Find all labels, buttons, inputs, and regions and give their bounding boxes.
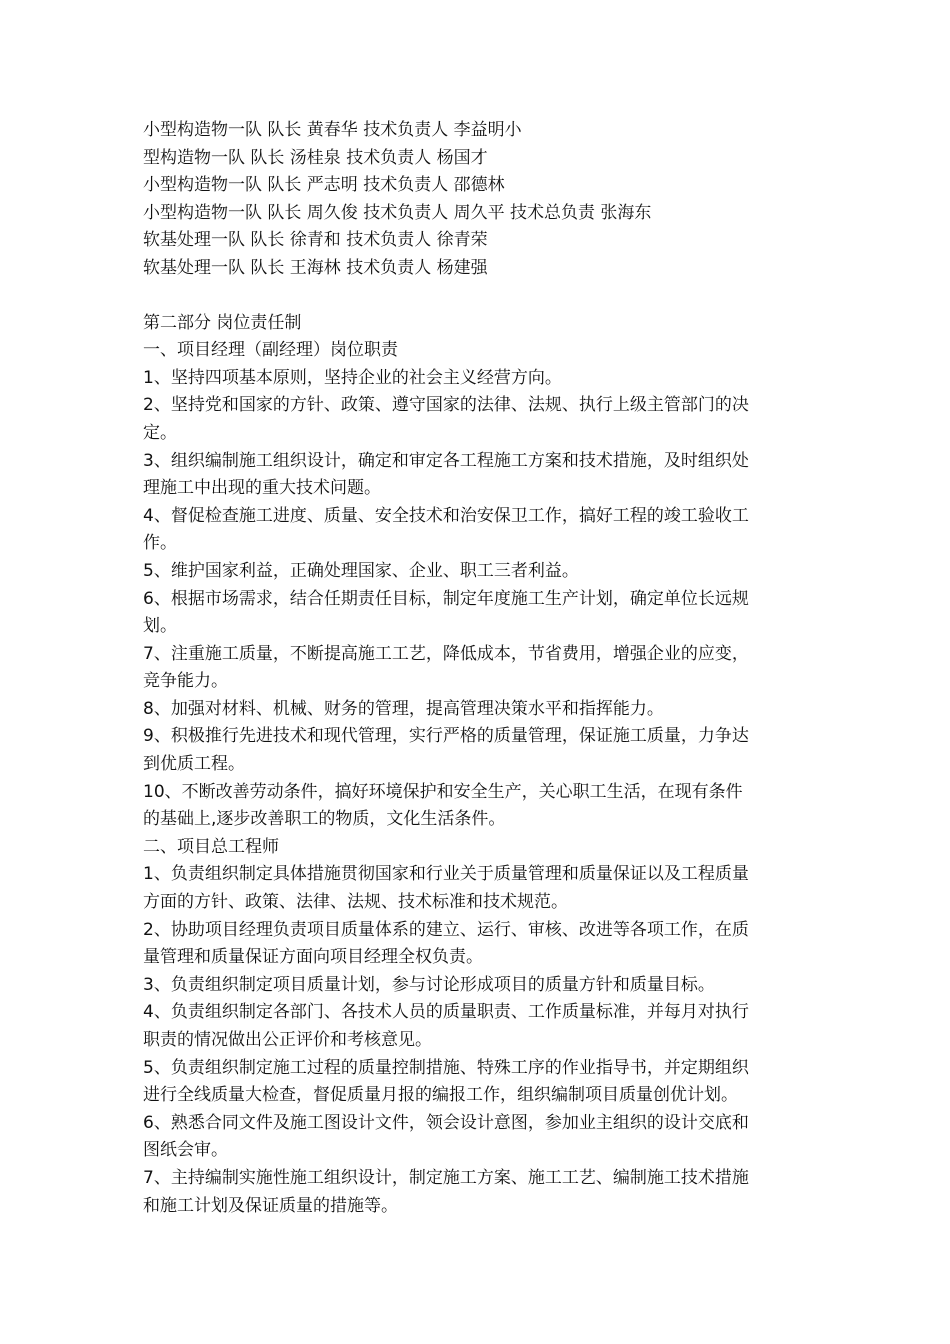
- list-item-continuation: 理施工中出现的重大技术问题。: [143, 478, 381, 499]
- list-item-continuation: 量管理和质量保证方面向项目经理全权负责。: [143, 947, 483, 968]
- section2-list: [143, 861, 803, 1220]
- list-item: 1、负责组织制定具体措施贯彻国家和行业关于质量管理和质量保证以及工程质量: [143, 864, 749, 885]
- team-line: 型构造物一队 队长 汤桂泉 技术负责人 杨国才: [143, 147, 488, 168]
- list-item: 3、组织编制施工组织设计，确定和审定各工程施工方案和技术措施，及时组织处: [143, 450, 749, 471]
- list-item: 6、根据市场需求，结合任期责任目标，制定年度施工生产计划，确定单位长远规: [143, 588, 749, 609]
- section1-list: [143, 365, 803, 834]
- list-item: 2、协助项目经理负责项目质量体系的建立、运行、审核、改进等各项工作，在质: [143, 919, 749, 940]
- section-heading: 一、项目经理（副经理）岗位职责: [143, 340, 398, 361]
- team-line: 小型构造物一队 队长 黄春华 技术负责人 李益明小: [143, 120, 522, 140]
- part-title: 第二部分 岗位责任制: [143, 312, 302, 333]
- list-item: 5、负责组织制定施工过程的质量控制措施、特殊工序的作业指导书，并定期组织: [143, 1057, 749, 1078]
- list-item: 2、坚持党和国家的方针、政策、遵守国家的法律、法规、执行上级主管部门的决: [143, 395, 749, 416]
- team-line: 软基处理一队 队长 徐青和 技术负责人 徐青荣: [143, 230, 488, 251]
- list-item: 4、督促检查施工进度、质量、安全技术和治安保卫工作，搞好工程的竣工验收工: [143, 505, 749, 526]
- list-item-continuation: 作。: [143, 533, 177, 554]
- list-item: 6、熟悉合同文件及施工图设计文件，领会设计意图，参加业主组织的设计交底和: [143, 1112, 749, 1133]
- list-item-continuation: 和施工计划及保证质量的措施等。: [143, 1195, 398, 1216]
- list-item-continuation: 的基础上,逐步改善职工的物质，文化生活条件。: [143, 809, 506, 830]
- list-item: 3、负责组织制定项目质量计划，参与讨论形成项目的质量方针和质量目标。: [143, 974, 715, 995]
- list-item: 7、主持编制实施性施工组织设计，制定施工方案、施工工艺、编制施工技术措施: [143, 1167, 749, 1188]
- list-item: 1、坚持四项基本原则，坚持企业的社会主义经营方向。: [143, 367, 562, 388]
- list-item: 4、负责组织制定各部门、各技术人员的质量职责、工作质量标准，并每月对执行: [143, 1002, 749, 1023]
- list-item: 5、维护国家利益，正确处理国家、企业、职工三者利益。: [143, 560, 579, 581]
- list-item-continuation: 图纸会审。: [143, 1140, 228, 1161]
- document-page: [143, 117, 803, 1220]
- list-item: 10、不断改善劳动条件，搞好环境保护和安全生产，关心职工生活，在现有条件: [143, 781, 743, 802]
- section-heading: 二、项目总工程师: [143, 836, 279, 857]
- team-line: 软基处理一队 队长 王海林 技术负责人 杨建强: [143, 257, 488, 278]
- team-line: 小型构造物一队 队长 严志明 技术负责人 邵德林: [143, 175, 505, 196]
- list-item-continuation: 职责的情况做出公正评价和考核意见。: [143, 1030, 432, 1050]
- team-list: [143, 117, 803, 283]
- list-item: 8、加强对材料、机械、财务的管理，提高管理决策水平和指挥能力。: [143, 698, 664, 719]
- list-item-continuation: 定。: [143, 422, 177, 443]
- team-line: 小型构造物一队 队长 周久俊 技术负责人 周久平 技术总负责 张海东: [143, 202, 652, 223]
- list-item-continuation: 到优质工程。: [143, 754, 245, 775]
- list-item-continuation: 方面的方针、政策、法律、法规、技术标准和技术规范。: [143, 892, 568, 913]
- list-item: 9、积极推行先进技术和现代管理，实行严格的质量管理，保证施工质量，力争达: [143, 726, 749, 747]
- list-item-continuation: 划。: [143, 616, 177, 637]
- list-item-continuation: 竞争能力。: [143, 671, 228, 692]
- list-item: 7、注重施工质量，不断提高施工工艺，降低成本，节省费用，增强企业的应变，: [143, 643, 749, 664]
- list-item-continuation: 进行全线质量大检查，督促质量月报的编报工作，组织编制项目质量创优计划。: [143, 1085, 738, 1106]
